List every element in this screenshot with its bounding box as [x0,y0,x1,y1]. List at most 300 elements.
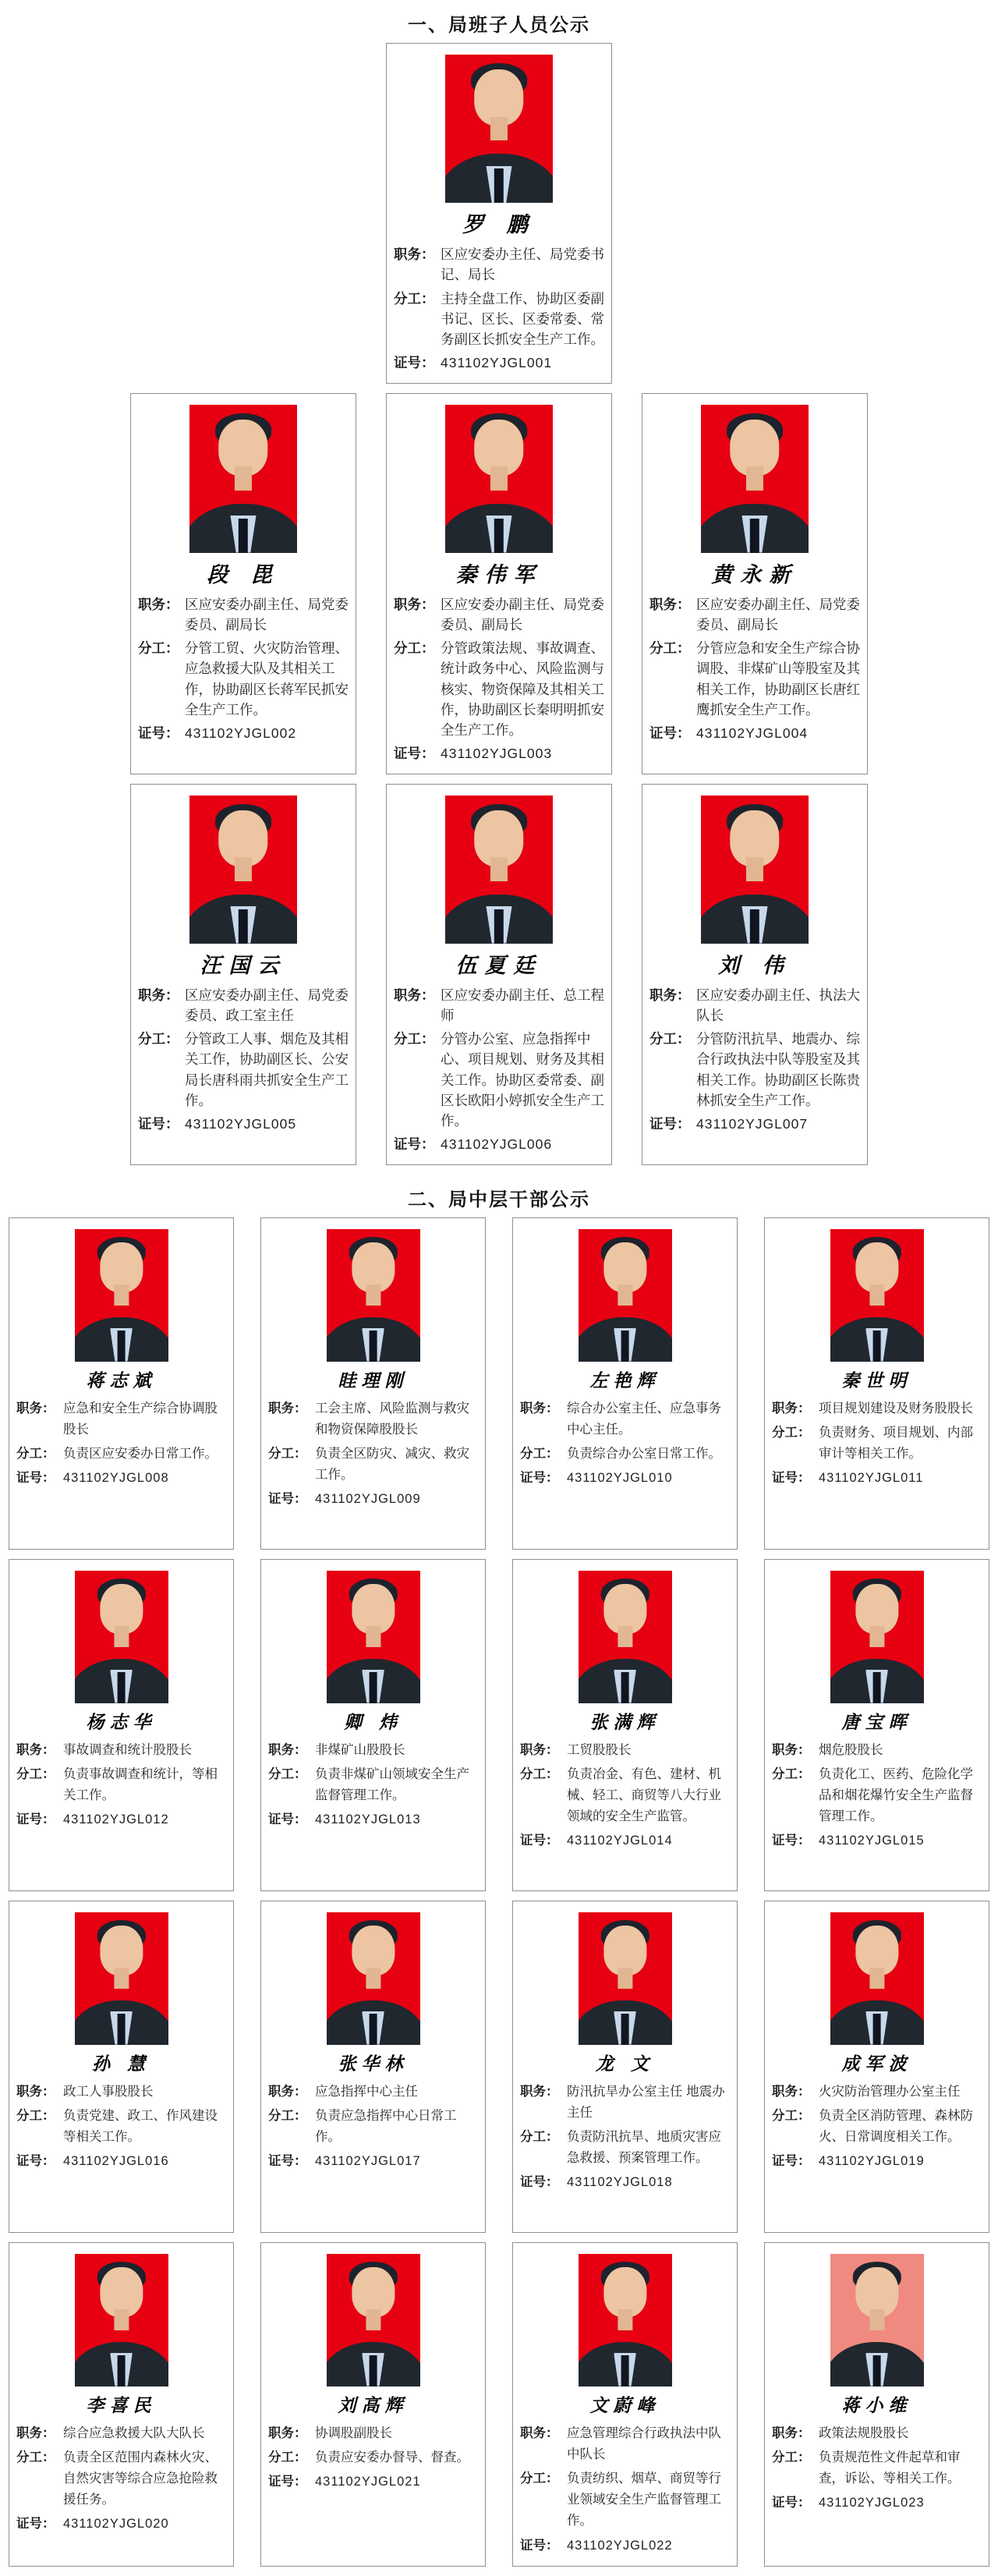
duty-label: 职务： [268,1401,307,1416]
duty-value: 协调股副股长 [315,2425,392,2440]
tie-shape [750,909,759,944]
person-name: 孙 慧 [91,2053,150,2075]
portrait-photo [327,1912,420,2045]
duty-value: 工会主席、风险监测与救灾和物资保障股股长 [315,1401,469,1437]
division-label: 分工： [16,2108,55,2123]
neck-shape [235,466,252,490]
portrait-photo [830,2254,924,2386]
division-value: 分管政策法规、事故调查、统计政务中心、风险监测与核实、物资保障及其相关工作，协助副区长秦明明抓安全生产工作。 [441,640,604,738]
personnel-card [512,1217,738,1550]
division-value: 负责非煤矿山领域安全生产监督管理工作。 [315,1766,469,1802]
division-value: 分管政工人事、烟危及其相关工作，协助副区长、公安局长唐科雨共抓安全生产工作。 [185,1031,349,1108]
division-value: 负责纺织、烟草、商贸等行业领域安全生产监督管理工作。 [567,2471,721,2528]
cert-number: 431102YJGL003 [441,746,553,762]
personnel-card [764,2242,989,2567]
cert-label: 证号： [138,1116,179,1132]
neck-shape [618,1968,632,1989]
cert-number: 431102YJGL022 [567,2538,673,2553]
duty-value: 区应安委办副主任、执法大队长 [696,987,860,1023]
division-label: 分工： [649,1031,691,1047]
neck-shape [618,2309,632,2330]
cert-number: 431102YJGL010 [567,1471,673,1486]
duty-label: 职务： [772,2084,811,2099]
person-name: 唐宝晖 [841,1711,912,1733]
duty-label: 职务： [268,2425,307,2440]
personnel-card [512,1559,738,1891]
duty-label: 职务： [16,2425,55,2440]
cert-number: 431102YJGL009 [315,1492,421,1507]
person-name: 李喜民 [86,2394,157,2416]
neck-shape [114,1626,129,1647]
portrait-photo [701,795,809,944]
tie-shape [750,519,759,553]
cert-line [649,723,860,743]
neck-shape [490,466,508,490]
cert-line [16,1468,226,1489]
duty-value: 烟危股股长 [819,1742,883,1757]
midlevel-row-2 [0,1559,998,1891]
cert-line [520,2535,730,2557]
cert-number: 431102YJGL023 [819,2496,925,2510]
division-value: 主持全盘工作、协助区委副书记、区长、区委常委、常务副区长抓安全生产工作。 [441,290,604,347]
cert-label: 证号： [772,2154,811,2169]
personnel-card [386,43,612,384]
duty-label: 职务： [394,987,435,1003]
duty-value: 防汛抗旱办公室主任 地震办主任 [567,2084,725,2120]
portrait-photo [445,795,553,944]
neck-shape [114,1968,129,1989]
portrait-photo [830,1571,924,1703]
cert-line [16,1809,226,1830]
person-name: 秦伟军 [455,562,543,587]
division-value: 负责事故调查和统计，等相关工作。 [63,1766,218,1802]
cert-number: 431102YJGL015 [819,1834,925,1848]
personnel-card [130,393,356,774]
person-name: 卿 炜 [343,1711,402,1733]
cert-line [520,1468,730,1489]
cert-label: 证号： [649,725,691,741]
duty-line [16,1398,226,1440]
neck-shape [235,857,252,881]
portrait-photo [75,1571,168,1703]
neck-shape [490,857,508,881]
duty-line [16,2423,226,2444]
duty-label: 职务： [16,1401,55,1416]
neck-shape [490,117,508,140]
cert-label: 证号： [16,2154,55,2169]
personnel-card [260,1901,486,2233]
person-name: 蒋小维 [841,2394,912,2416]
cert-label: 证号： [138,725,179,741]
cert-number: 431102YJGL001 [441,355,553,371]
duty-value: 区应安委办副主任、总工程师 [441,987,604,1023]
duty-label: 职务： [520,2425,559,2440]
cert-label: 证号： [268,2474,307,2489]
duty-line [520,1740,730,1761]
cert-label: 证号： [16,1471,55,1486]
cert-line [394,353,604,373]
cert-line [772,1830,982,1851]
division-value: 负责财务、项目规划、内部审计等相关工作。 [819,1425,973,1461]
division-label: 分工： [16,1446,55,1461]
duty-label: 职务： [520,1401,559,1416]
cert-line [520,1830,730,1851]
cert-label: 证号： [520,1471,559,1486]
division-line [138,638,349,720]
leadership-row-3 [0,784,998,1165]
person-name: 龙 文 [595,2053,654,2075]
duty-label: 职务： [520,2084,559,2099]
portrait-photo [579,1912,672,2045]
division-label: 分工： [16,2450,55,2464]
duty-label: 职务： [772,2425,811,2440]
person-name: 张满辉 [589,1711,660,1733]
cert-line [16,2151,226,2172]
duty-line [268,1398,478,1440]
personnel-card [386,784,612,1165]
portrait-photo [75,1912,168,2045]
cert-label: 证号： [772,1471,811,1486]
personnel-card [642,393,868,774]
personnel-card [512,1901,738,2233]
cert-label: 证号： [268,1812,307,1827]
portrait-photo [327,1571,420,1703]
neck-shape [869,1626,884,1647]
portrait-photo [830,1912,924,2045]
person-name: 段 毘 [207,562,280,587]
tie-shape [494,168,504,203]
duty-value: 非煤矿山股股长 [315,1742,405,1757]
division-line [394,638,604,740]
personnel-card [260,2242,486,2567]
duty-value: 区应安委办主任、局党委书记、局长 [441,246,604,283]
neck-shape [618,1284,632,1306]
division-label: 分工： [520,1446,559,1461]
cert-line [268,1809,478,1830]
division-value: 负责党建、政工、作风建设等相关工作。 [63,2108,218,2144]
tie-shape [369,2014,377,2044]
neck-shape [869,1284,884,1306]
cert-label: 证号： [520,1834,559,1848]
duty-label: 职务： [16,2084,55,2099]
duty-value: 区应安委办副主任、局党委委员、政工室主任 [185,987,349,1023]
cert-label: 证号： [268,1492,307,1507]
cert-number: 431102YJGL008 [63,1471,169,1486]
duty-value: 政工人事股股长 [63,2084,154,2099]
tie-shape [872,2014,881,2044]
tie-shape [494,909,504,944]
division-value: 负责全区防灾、减灾、救灾工作。 [315,1446,469,1483]
portrait-photo [189,795,297,944]
tie-shape [621,2355,629,2386]
person-name: 文蔚峰 [589,2394,660,2416]
tie-shape [117,1672,126,1703]
duty-line [394,244,604,285]
personnel-card [9,1217,234,1550]
duty-label: 职务： [520,1742,559,1757]
division-label: 分工： [772,2450,811,2464]
duty-label: 职务： [649,596,691,612]
duty-label: 职务： [138,987,179,1003]
tie-shape [621,1331,629,1361]
cert-line [649,1114,860,1134]
division-line [138,1029,349,1111]
duty-line [772,2082,982,2103]
division-label: 分工： [138,1031,179,1047]
duty-line [138,594,349,636]
personnel-card [764,1901,989,2233]
neck-shape [746,857,763,881]
person-name: 蒋志斌 [86,1369,157,1391]
section-title-midlevel: 二、局中层干部公示 [408,1189,590,1210]
duty-line [520,2082,730,2124]
duty-line [772,1398,982,1419]
person-name: 刘 伟 [718,953,791,978]
tie-shape [239,909,248,944]
division-line [520,1764,730,1828]
cert-label: 证号： [16,1812,55,1827]
division-label: 分工： [520,2129,559,2144]
division-line [772,2106,982,2148]
tie-shape [369,1672,377,1703]
duty-line [649,985,860,1026]
division-label: 分工： [520,1766,559,1781]
cert-number: 431102YJGL005 [185,1116,297,1132]
cert-line [16,2514,226,2535]
personnel-card [764,1559,989,1891]
duty-label: 职务： [16,1742,55,1757]
division-line [772,1423,982,1465]
division-line [772,2447,982,2489]
person-name: 汪国云 [200,953,287,978]
cert-label: 证号： [649,1116,691,1132]
division-value: 负责应安委办督导、督查。 [315,2450,469,2464]
neck-shape [114,1284,129,1306]
neck-shape [869,2309,884,2330]
division-line [394,1029,604,1131]
cert-line [268,1489,478,1510]
personnel-card [9,1559,234,1891]
division-line [649,638,860,720]
cert-label: 证号： [520,2538,559,2553]
neck-shape [618,1626,632,1647]
division-label: 分工： [268,2108,307,2123]
person-name: 罗 鹏 [462,213,536,237]
division-label: 分工： [394,640,435,656]
personnel-card [9,2242,234,2567]
cert-number: 431102YJGL018 [567,2175,673,2190]
person-name: 张华林 [338,2053,409,2075]
midlevel-row-3 [0,1901,998,2233]
midlevel-row-1 [0,1217,998,1550]
tie-shape [621,2014,629,2044]
cert-line [772,1468,982,1489]
portrait-photo [75,1229,168,1362]
division-label: 分工： [268,1766,307,1781]
duty-label: 职务： [772,1401,811,1416]
duty-line [772,2423,982,2444]
neck-shape [366,1284,380,1306]
cert-line [772,2151,982,2172]
division-label: 分工： [394,290,435,306]
duty-line [394,594,604,636]
division-value: 分管工贸、火灾防治管理、应急救援大队及其相关工作，协助副区长蒋军民抓安全生产工作。 [185,640,349,718]
division-label: 分工： [520,2471,559,2486]
portrait-photo [445,405,553,553]
duty-value: 区应安委办副主任、局党委委员、副局长 [185,596,349,632]
division-line [16,2106,226,2148]
cert-number: 431102YJGL021 [315,2474,421,2489]
division-label: 分工： [772,1766,811,1781]
duty-value: 应急和安全生产综合协调股股长 [63,1401,218,1437]
division-line [520,2468,730,2532]
section-title-leadership: 一、局班子人员公示 [408,15,590,36]
division-label: 分工： [138,640,179,656]
portrait-photo [830,1229,924,1362]
division-line [16,1764,226,1806]
tie-shape [494,519,504,553]
person-name: 左艳辉 [589,1369,660,1391]
duty-label: 职务： [268,2084,307,2099]
cert-line [772,2493,982,2514]
division-line [268,1764,478,1806]
neck-shape [366,1626,380,1647]
portrait-photo [75,2254,168,2386]
duty-value: 应急指挥中心主任 [315,2084,418,2099]
cert-label: 证号： [394,1136,435,1153]
division-label: 分工： [394,1031,435,1047]
duty-value: 政策法规股股长 [819,2425,909,2440]
cert-number: 431102YJGL002 [185,725,297,741]
tie-shape [369,2355,377,2386]
leadership-row-1 [0,43,998,384]
cert-number: 431102YJGL016 [63,2154,169,2169]
duty-label: 职务： [394,246,435,262]
division-line [649,1029,860,1111]
cert-line [394,1134,604,1154]
portrait-photo [579,1571,672,1703]
cert-label: 证号： [394,355,435,371]
duty-label: 职务： [772,1742,811,1757]
portrait-photo [701,405,809,553]
duty-label: 职务： [649,987,691,1003]
division-line [520,2127,730,2169]
duty-line [520,2423,730,2465]
division-value: 负责防汛抗旱、地质灾害应急救援、预案管理工作。 [567,2129,721,2166]
division-line [268,1444,478,1486]
cert-line [520,2172,730,2193]
cert-number: 431102YJGL012 [63,1812,169,1827]
duty-value: 综合应急救援大队大队长 [63,2425,205,2440]
division-label: 分工： [268,2450,307,2464]
duty-line [268,2423,478,2444]
neck-shape [746,466,763,490]
neck-shape [366,2309,380,2330]
duty-value: 区应安委办副主任、局党委委员、副局长 [441,596,604,632]
tie-shape [872,1672,881,1703]
cert-line [268,2151,478,2172]
duty-value: 事故调查和统计股股长 [63,1742,192,1757]
duty-label: 职务： [138,596,179,612]
duty-label: 职务： [268,1742,307,1757]
tie-shape [117,2014,126,2044]
person-name: 成军波 [841,2053,912,2075]
division-line [16,1444,226,1465]
person-name: 秦世明 [841,1369,912,1391]
leadership-row-2 [0,393,998,774]
division-value: 负责应急指挥中心日常工作。 [315,2108,457,2144]
division-value: 负责冶金、有色、建材、机械、轻工、商贸等八大行业领域的安全生产监管。 [567,1766,721,1824]
person-name: 伍夏廷 [455,953,543,978]
division-line [772,1764,982,1828]
cert-number: 431102YJGL017 [315,2154,421,2169]
cert-label: 证号： [772,2496,811,2510]
tie-shape [117,2355,126,2386]
duty-line [394,985,604,1026]
cert-line [138,1114,349,1134]
neck-shape [114,2309,129,2330]
duty-line [520,1398,730,1440]
cert-number: 431102YJGL011 [819,1471,924,1486]
neck-shape [366,1968,380,1989]
cert-label: 证号： [268,2154,307,2169]
division-value: 分管应急和安全生产综合协调股、非煤矿山等股室及其相关工作，协助副区长唐红鹰抓安全生产工作。 [696,640,860,718]
neck-shape [869,1968,884,1989]
personnel-card [9,1901,234,2233]
division-label: 分工： [772,2108,811,2123]
duty-line [268,2082,478,2103]
duty-value: 区应安委办副主任、局党委委员、副局长 [696,596,860,632]
duty-value: 工贸股股长 [567,1742,632,1757]
personnel-card [260,1217,486,1550]
cert-number: 431102YJGL004 [696,725,809,741]
cert-label: 证号： [772,1834,811,1848]
cert-line [394,743,604,764]
cert-label: 证号： [520,2175,559,2190]
division-line [520,1444,730,1465]
division-label: 分工： [649,640,691,656]
person-name: 黄永新 [711,562,798,587]
cert-label: 证号： [16,2517,55,2532]
duty-line [649,594,860,636]
duty-value: 综合办公室主任、应急事务中心主任。 [567,1401,721,1437]
division-value: 负责区应安委办日常工作。 [63,1446,218,1461]
personnel-card [260,1559,486,1891]
portrait-photo [579,1229,672,1362]
duty-line [138,985,349,1026]
cert-line [138,723,349,743]
division-label: 分工： [16,1766,55,1781]
duty-value: 项目规划建设及财务股股长 [819,1401,973,1416]
cert-number: 431102YJGL014 [567,1834,673,1848]
division-value: 负责综合办公室日常工作。 [567,1446,721,1461]
personnel-card [512,2242,738,2567]
portrait-photo [327,1229,420,1362]
duty-line [772,1740,982,1761]
cert-line [268,2471,478,2493]
tie-shape [872,1331,881,1361]
person-name: 杨志华 [86,1711,157,1733]
duty-label: 职务： [394,596,435,612]
division-line [394,289,604,350]
duty-line [16,2082,226,2103]
cert-number: 431102YJGL006 [441,1136,553,1153]
portrait-photo [327,2254,420,2386]
division-label: 分工： [772,1425,811,1440]
division-label: 分工： [268,1446,307,1461]
personnel-card [130,784,356,1165]
person-name: 眭理刚 [338,1369,409,1391]
